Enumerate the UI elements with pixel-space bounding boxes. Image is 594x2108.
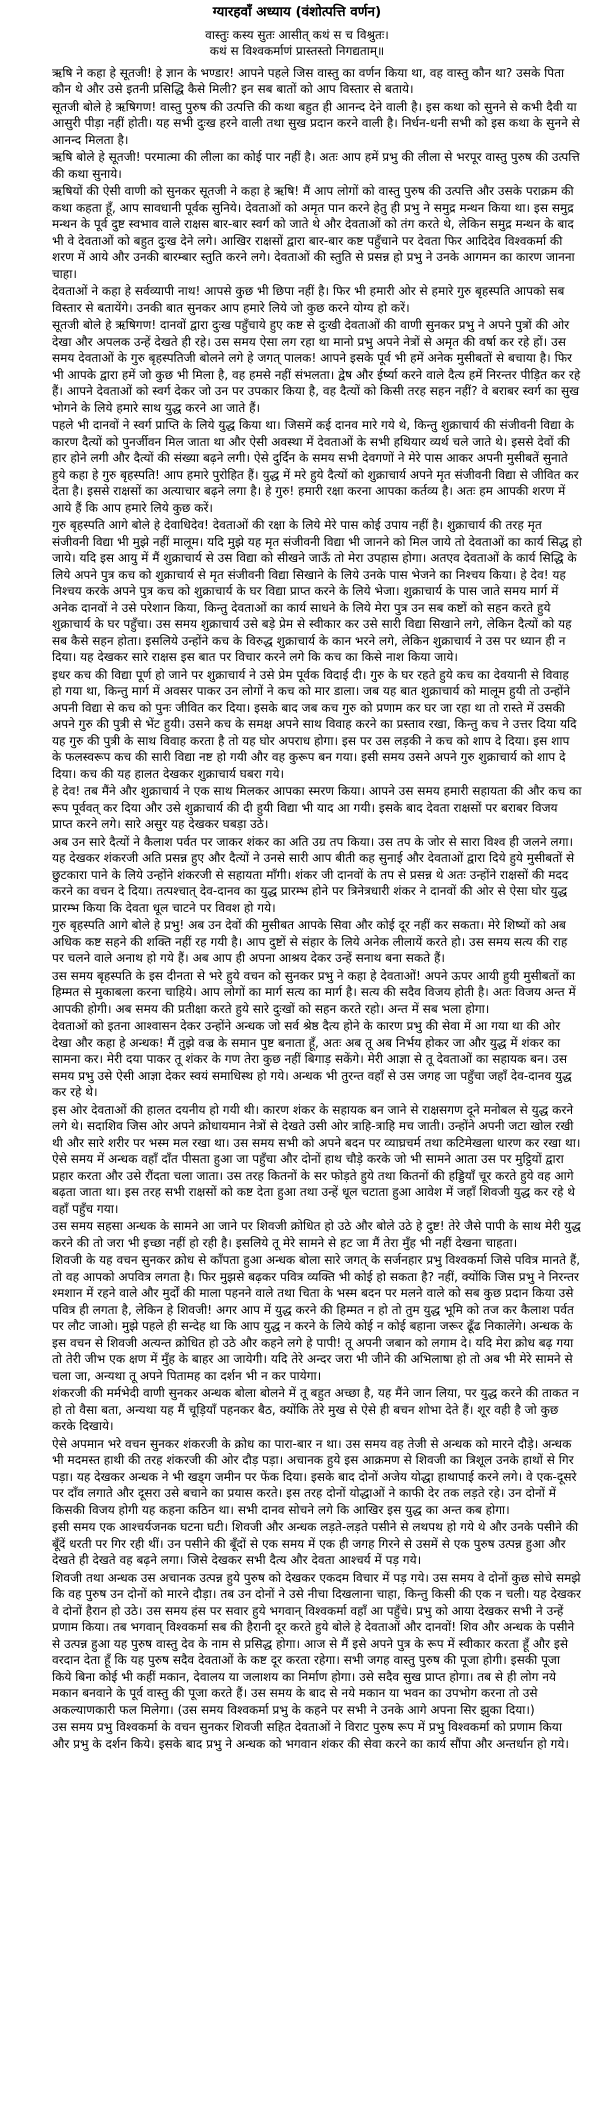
paragraph: ऋषि ने कहा हे सूतजी! हे ज्ञान के भण्डार! आपने पहले जिस वास्तु का वर्णन किया था, वह वास्तु कौन था? उसके पिता कौन थे और उसे इतनी प्रसिद्धि कैसे मिली? इन सब बातों को आप विस्तार से बताये। [52, 65, 565, 96]
paragraph: शिवजी तथा अन्धक उस अचानक उत्पन्न हुये पुरुष को देखकर एकदम विचार में पड़ गये। उस समय वे दोनों कुछ सोचे समझे कि वह पुरुष उन दोनों को मारने दौड़ा। तब उन दोनों ने उसे नीचा दिखलाना चाहा, किन्तु किसी की एक न चली। यह देखकर वे दोनों हैरान हो उठे। उस समय हंस पर सवार हुये भगवान्‌ विश्वकर्मा वहाँ आ पहुँचे। प्रभु को आया देखकर सभी ने उन्हें प्रणाम किया। तब भगवान्‌ विश्वकर्मा सब की हैरानी दूर करते हुये बोले हे देवताओं और दानवों! शिव और अन्धक के पसीने से उत्पन्न हुआ यह पुरुष वास्तु देव के नाम से प्रसिद्ध होगा। आज से मैं इसे अपने पुत्र के रूप में स्वीकार करता हूँ और इसे वरदान देता हूँ कि यह पुरुष सदैव देवताओं के कष्ट दूर करता रहेगा। सभी जगह वास्तु पुरुष की पूजा होगी। इसकी पूजा किये बिना कोई भी कहीं मकान, देवालय या जलाशय का निर्माण होगा। उसे सदैव सुख प्राप्त होगा। तब से ही लोग नये मकान बनवाने के पूर्व वास्तु की पूजा करते हैं। उस समय के बाद से नये मकान या भवन का उपभोग करना तो उसे अकल्याणकारी फल मिलेगा। (उस समय विश्वकर्मा प्रभु के कहने पर सभी ने उनके आगे अपना सिर झुका दिया।) [52, 1570, 581, 1717]
paragraph: इधर कच की विद्या पूर्ण हो जाने पर शुक्राचार्य ने उसे प्रेम पूर्वक विदाई दी। गुरु के घर रहते हुये कच का देवयानी से विवाह हो गया था, किन्तु मार्ग में अवसर पाकर उन लोगों ने कच को मार डाला। जब यह बात शुक्राचार्य को मालूम हुयी तो उन्होंने अपनी विद्या से कच को पुनः जीवित कर दिया। इसके बाद जब कच गुरु को प्रणाम कर घर जा रहा था तो रास्ते में उसकी अपने गुरु की पुत्री से भेंट हुयी। उसने कच के समक्ष अपने साथ विवाह करने का प्रस्ताव रखा, किन्तु कच ने उत्तर दिया यदि यह गुरु की पुत्री के साथ विवाह करता है तो यह घोर अपराध होगा। इस पर उस लड़की ने कच को शाप दे दिया। इस शाप के फलस्वरूप कच की सारी विद्या नष्ट हो गयी और वह कुरूप बन गया। इसी समय उसने अपने गुरु शुक्राचार्य को शाप दे दिया। कच की यह हालत देखकर शुक्राचार्य घबरा गये। [52, 667, 577, 781]
paragraph: पहले भी दानवों ने स्वर्ग प्राप्ति के लिये युद्ध किया था। जिसमें कई दानव मारे गये थे, किन्तु शुक्राचार्य की संजीवनी विद्या के कारण दैत्यों को पुनर्जीवन मिल जाता था और ऐसी अवस्था में देवताओं के सभी हथियार व्यर्थ चले जाते थे। इससे देवों की हार होने लगी और दैत्यों की संख्या बढ़ने लगी। ऐसे दुर्दिन के समय सभी देवगणों ने मेरे पास आकर अपनी मुसीबतें सुनाते हुये कहा हे गुरु बृहस्पति! आप हमारे पुरोहित हैं। युद्ध में मरे हुये दैत्यों को शुक्राचार्य अपने मृत संजीवनी विद्या से जीवित कर देता है। इससे राक्षसों का अत्याचार बढ़ने लगा है। हे गुरु! हमारी रक्षा करना आपका कर्तव्य है। अतः हम आपकी शरण में आये हैं कि आप हमारे लिये कुछ करें। [52, 418, 579, 515]
sanskrit-verse [12, 27, 582, 59]
paragraph: गुरु बृहस्पति आगे बोले हे देवाधिदेव! देवताओं की रक्षा के लिये मेरे पास कोई उपाय नहीं है। शुक्राचार्य की तरह मृत संजीवनी विद्या भी मुझे नहीं मालूम। यदि मुझे यह मृत संजीवनी विद्या भी जानने को मिल जाये तो देवताओं का कार्य सिद्ध हो जाये। यदि इस आयु में मैं शुक्राचार्य से उस विद्या को सीखने जाऊँ तो मेरा उपहास होगा। अतएव देवताओं के कार्य सिद्धि के लिये अपने पुत्र कच को शुक्राचार्य से मृत संजीवनी विद्या सिखाने के लिये उनके पास भेजने का निश्चय किया। हे देव! यह निश्चय करके अपने पुत्र कच को शुक्राचार्य के घर विद्या प्राप्त करने के लिये भेजा। शुक्राचार्य के पास जाते समय मार्ग में अनेक दानवों ने उसे परेशान किया, किन्तु देवताओं का कार्य साधने के लिये मेरा पुत्र उन सब कष्टों को सहन करते हुये शुक्राचार्य के घर पहुँचा। उस समय शुक्राचार्य उसे बड़े प्रेम से स्वीकार कर उसे सारी विद्या सिखाने लगे, लेकिन दैत्यों को यह सब कैसे सहन होता। इसलिये उन्होंने कच के विरुद्ध शुक्राचार्य के कान भरने लगे, लेकिन शुक्राचार्य ने उस पर ध्यान ही न दिया। यह देखकर सारे राक्षस इस बात पर विचार करने लगे कि कच का किसे नाश किया जाये। [52, 518, 582, 664]
paragraph: अब उन सारे दैत्यों ने कैलाश पर्वत पर जाकर शंकर का अति उग्र तप किया। उस तप के जोर से सारा विश्व ही जलने लगा। यह देखकर शंकरजी अति प्रसन्न हुए और दैत्यों ने उनसे सारी आप बीती कह सुनाई और देवताओं द्वारा दिये हुये मुसीबतों से छुटकारा पाने के लिये उन्होंने शंकरजी से सहायता माँगी। शंकर जी दानवों के तप से प्रसन्न थे अतः उन्होंने राक्षसों की मदद करने का वचन दे दिया। तत्पश्चात्‌ देव-दानव का युद्ध प्रारम्भ होने पर त्रिनेत्रधारी शंकर ने दानवों की ओर से ऐसा घोर युद्ध प्रारम्भ किया कि देवता धूल चाटने पर विवश हो गये। [52, 834, 575, 915]
verse-line: कथं स विश्वकर्माणं प्रास्तस्तो निगद्यताम्‌॥ [209, 43, 385, 58]
paragraph: गुरु बृहस्पति आगे बोले हे प्रभु! अब उन देवों की मुसीबत आपके सिवा और कोई दूर नहीं कर सकता। मेरे शिष्यों को अब अधिक कष्ट सहने की शक्ति नहीं रह गयी है। आप दुष्टों से संहार के लिये अनेक लीलायें करते हो। उस समय सत्य की राह पर चलने वाले अनाथ हो गये हैं। अब आप ही अपना आश्रय देकर उन्हें सनाथ बना सकते हैं। [52, 918, 568, 965]
paragraph: हे देव! तब मैंने और शुक्राचार्य ने एक साथ मिलकर आपका स्मरण किया। आपने उस समय हमारी सहायता की और कच का रूप पूर्ववत्‌ कर दिया और उसे शुक्राचार्य की दी हुयी विद्या भी याद आ गयी। इसके बाद देवता राक्षसों पर बराबर विजय प्राप्त करने लगे। सारे असुर यह देखकर घबड़ा उठे। [52, 784, 582, 831]
paragraph: शंकरजी की मर्मभेदी वाणी सुनकर अन्धक बोला बोलने में तू बहुत अच्छा है, यह मैंने जान लिया, पर युद्ध करने की ताकत न हो तो वैसा बता, अन्यथा यह मैं चूड़ियाँ पहनकर बैठ, क्योंकि तेरे मुख से ऐसे ही बचन शोभा देते हैं। शूर वही है जो कुछ करके दिखाये। [52, 1386, 579, 1433]
paragraph: सूतजी बोले हे ऋषिगण! वास्तु पुरुष की उत्पत्ति की कथा बहुत ही आनन्द देने वाली है। इस कथा को सुनने से कभी दैवी या आसुरी पीड़ा नहीं होती। यह सभी दुःख हरने वाली तथा सुख प्रदान करने वाली है। निर्धन-धनी सभी को इस कथा के सुनने से आनन्द मिलता है। [52, 99, 580, 147]
paragraph: देवताओं को इतना आश्वासन देकर उन्होंने अन्धक जो सर्व श्रेष्ठ दैत्य होने के कारण प्रभु की सेवा में आ गया था की ओर देखा और कहा हे अन्धक! मैं तुझे वज्र के समान पुष्ट बनाता हूँ, अतः अब तू अब निर्भय होकर जा और युद्ध में शंकर का सामना कर। मेरी दया पाकर तू शंकर के गण तेरा कुछ नहीं बिगाड़ सकेंगे। मेरी आज्ञा से तू देवताओं का सहायक बन। उस समय प्रभु उसे ऐसी आज्ञा देकर स्वयं समाधिस्थ हो गये। अन्धक भी तुरन्त वहाँ से उस जगह जा पहुँचा जहाँ देव-दानव युद्ध कर रहे थे। [52, 1019, 572, 1099]
paragraph: उस समय प्रभु विश्वकर्मा के वचन सुनकर शिवजी सहित देवताओं ने विराट पुरुष रूप में प्रभु विश्वकर्मा को प्रणाम किया और प्रभु के दर्शन किये। इसके बाद प्रभु ने अन्धक को भगवान शंकर की सेवा करने का कार्य सौंपा और अन्तर्धान हो गये। [52, 1720, 569, 1751]
paragraph: ऋषि बोले हे सूतजी! परमात्मा की लीला का कोई पार नहीं है। अतः आप हमें प्रभु की लीला से भरपूर वास्तु पुरुष की उत्पत्ति की कथा सुनाये। [52, 150, 580, 181]
paragraph: शिवजी के यह वचन सुनकर क्रोध से काँपता हुआ अन्धक बोला सारे जगत्‌ के सर्जनहार प्रभु विश्वकर्मा जिसे पवित्र मानते हैं, तो वह आपको अपवित्र लगता है। फिर मुझसे बढ़कर पवित्र व्यक्ति भी कोई हो सकता है? नहीं, क्योंकि जिस प्रभु ने निरन्तर श्मशान में रहने वाले और मुर्दों की माला पहनने वाले तथा चिता के भस्म बदन पर मलने वाले को सब कुछ प्रदान किया उसे पवित्र ही लगता है, लेकिन हे शिवजी! अगर आप में युद्ध करने की हिम्मत न हो तो तुम युद्ध भूमि को तज कर कैलाश पर्वत पर लौट जाओ। मुझे पहले ही सन्देह था कि आप युद्ध न करने के लिये कोई न कोई बहाना जरूर ढूँढ निकालेंगे। अन्धक के इस वचन से शिवजी अत्यन्त क्रोधित हो उठे और कहने लगे हे पापी! तू अपनी जबान को लगाम दे। यदि मेरा क्रोध बढ़ गया तो तेरी जीभ एक क्षण में मुँह के बाहर आ जायेगी। यदि तेरे अन्दर जरा भी जीने की अभिलाषा हो तो अब भी मेरे सामने से चला जा, अन्यथा तू अपने पितामह का दर्शन भी न कर पायेगा। [52, 1253, 581, 1383]
verse-line: वास्तुः कस्य सुतः आसीत्‌ कथं स च विश्रुतः। [205, 27, 389, 42]
paragraph: उस समय सहसा अन्धक के सामने आ जाने पर शिवजी क्रोधित हो उठे और बोले उठे हे दुष्ट! तेरे जैसे पापी के साथ मेरी युद्ध करने की तो जरा भी इच्छा नहीं हो रही है। इसलिये तू मेरे सामने से हट जा मैं तेरा मुँह भी नहीं देखना चाहता। [52, 1219, 581, 1250]
chapter-title: ग्यारहवाँ अध्याय (वंशोत्पत्ति वर्णन) [212, 4, 382, 20]
paragraph: उस समय बृहस्पति के इस दीनता से भरे हुये वचन को सुनकर प्रभु ने कहा हे देवताओं! अपने ऊपर आयी हुयी मुसीबतों का हिम्मत से मुकाबला करना चाहिये। आप लोगों का मार्ग सत्य का मार्ग है। सत्य की सदैव विजय होती है। अतः विजय अन्त में आपकी होगी। अब समय की प्रतीक्षा करते हुये सारे दुःखों को सहन करते रहो। अन्त में सब भला होगा। [52, 968, 576, 1016]
paragraph: इस ओर देवताओं की हालत दयनीय हो गयी थी। कारण शंकर के सहायक बन जाने से राक्षसगण दूने मनोबल से युद्ध करने लगे थे। सदाशिव जिस ओर अपने क्रोधायमान नेत्रों से देखते उसी ओर त्राहि-त्राहि मच जाती। उन्होंने अपनी जटा खोल रखी थी और सारे शरीर पर भस्म मल रखा था। उस समय सभी को अपने बदन पर व्याघ्रचर्म तथा कटिमेखला धारण कर रखा था। ऐसे समय में अन्धक वहाँ दाँत पीसता हुआ जा पहुँचा और दोनों हाथ चौड़े करके जो भी सामने आता उस पर मुट्ठियों द्वारा प्रहार करता और उसे रौंदता चला जाता। उस तरह कितनों के सर फोड़ते हुये तथा कितनों की हड्डियाँ चूर करते हुये वह आगे बढ़ता जाता था। इस तरह सभी राक्षसों को कष्ट देता हुआ तथा उन्हें धूल चटाता हुआ आवेश में जहाँ शिवजी युद्ध कर रहे थे वहाँ पहुँच गया। [52, 1102, 581, 1216]
paragraph: इसी समय एक आश्चर्यजनक घटना घटी। शिवजी और अन्धक लड़ते-लड़ते पसीने से लथपथ हो गये थे और उनके पसीने की बूँदें धरती पर गिर रही थीं। उन पसीने की बूँदों से एक समय में एक ही जगह गिरने से उसमें से एक पुरुष उत्पन्न हुआ और देखते ही देखते वह बढ़ने लगा। जिसे देखकर सभी दैत्य और देवता आश्चर्य में पड़ गये। [52, 1520, 579, 1567]
paragraph: सूतजी बोले हे ऋषिगण! दानवों द्वारा दुःख पहुँचाये हुए कष्ट से दुःखी देवताओं की वाणी सुनकर प्रभु ने अपने पुत्रों की ओर देखा और अपलक उन्हें देखते ही रहे। उस समय ऐसा लग रहा था मानो प्रभु अपने नेत्रों से अमृत की वर्षा कर रहे हों। उस समय देवताओं के गुरु बृहस्पतिजी बोलने लगे हे जगत् पालक! आपने इसके पूर्व भी हमें अनेक मुसीबतों से बचाया है। फिर भी आपके द्वारा हमें जो कुछ भी मिला है, वह हमसे नहीं संभलता। द्वेष और ईर्ष्या करने वाले दैत्य हमें निरन्तर पीड़ित कर रहे हैं। आपने देवताओं को स्वर्ग देकर जो उन पर उपकार किया है, वह दैत्यों को किसी तरह सहन नहीं? वे बराबर स्वर्ग का सुख भोगने के लिये हमारे साथ युद्ध करने आ जाते हैं। [52, 318, 581, 415]
paragraph: ऐसे अपमान भरे वचन सुनकर शंकरजी के क्रोध का पारा-बार न था। उस समय वह तेजी से अन्धक को मारने दौड़े। अन्धक भी मदमस्त हाथी की तरह शंकरजी की ओर दौड़ पड़ा। अचानक हुये इस आक्रमण से शिवजी का त्रिशूल उनके हाथों से गिर पड़ा। यह देखकर अन्धक ने भी खड्ग जमीन पर फेंक दिया। इसके बाद दोनों अजेय योद्धा हाथापाई करने लगे। वे एक-दूसरे पर दाँव लगाते और दूसरा उसे बचाने का प्रयास करते। इस तरह दोनों योद्धाओं ने काफी देर तक लड़ते रहे। उन दोनों में किसकी विजय होगी यह कहना कठिन था। सभी दानव सोचने लगे कि आखिर इस युद्ध का अन्त कब होगा। [52, 1436, 577, 1517]
paragraph: ऋषियों की ऐसी वाणी को सुनकर सूतजी ने कहा हे ऋषि! मैं आप लोगों को वास्तु पुरुष की उत्पत्ति और उसके पराक्रम की कथा कहता हूँ, आप सावधानी पूर्वक सुनिये। देवताओं को अमृत पान करने हेतु ही प्रभु ने समुद्र मन्थन किया था। इस समुद्र मन्थन के पूर्व दुष्ट स्वभाव वाले राक्षस बार-बार स्वर्ग को जाते थे और देवताओं को तंग करते थे, लेकिन समुद्र मन्थन के बाद भी वे देवताओं को बहुत दुःख देने लगे। आखिर राक्षसों द्वारा बार-बार कष्ट पहुँचाने पर देवता फिर आदिदेव विश्वकर्मा की शरण में आये और उनकी बारम्बार स्तुति करने लगे। देवताओं की स्तुति से प्रसन्न हो प्रभु ने उनके आगमन का कारण जानना चाहा। [52, 184, 575, 281]
body-text [12, 65, 582, 1753]
paragraph: देवताओं ने कहा हे सर्वव्यापी नाथ! आपसे कुछ भी छिपा नहीं है। फिर भी हमारी ओर से हमारे गुरु बृहस्पति आपको सब विस्तार से बतायेंगे। उनकी बात सुनकर आप हमारे लिये जो कुछ करने योग्य हो करें। [52, 284, 565, 315]
